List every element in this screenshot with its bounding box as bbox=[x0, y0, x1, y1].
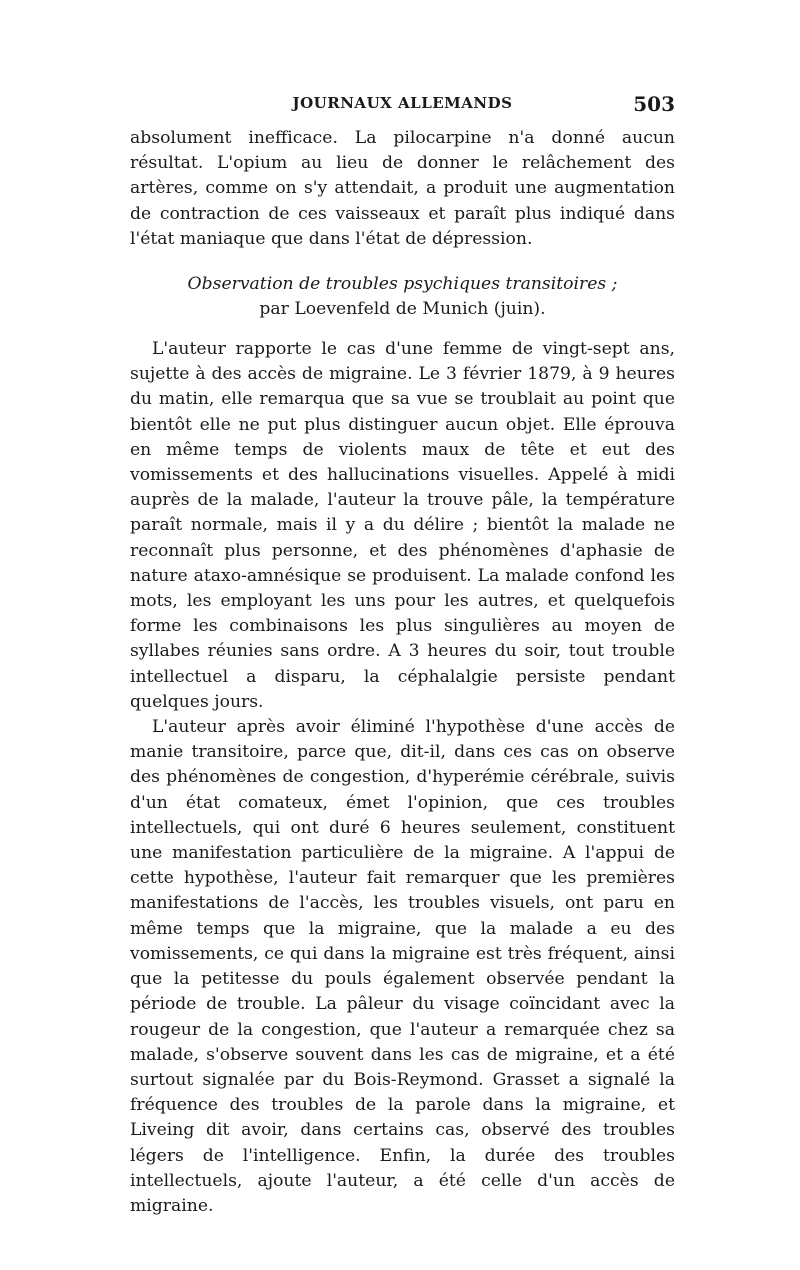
article-paragraph: L'auteur rapporte le cas d'une femme de vingt-sept ans, sujette à des accès de migraine. Le 3 février 1879, à 9 heures du matin, elle remarqua que sa vue se troublait au point que bientôt elle ne put plus distinguer aucun objet. Elle éprouva en même temps de violents maux de tête et eut des vomissements et des hallucinations visuelles. Appelé à midi auprès de la malade, l'auteur la trouve pâle, la température paraît normale, mais il y a du délire ; bientôt la malade ne reconnaît plus personne, et des phénomènes d'aphasie de nature ataxo-amnésique se produisent. La malade confond les mots, les employant les uns pour les autres, et quelquefois forme les combinaisons les plus singulières au moyen de syllabes réunies sans ordre. A 3 heures du soir, tout trouble intellectuel a disparu, la céphalalgie persiste pendant quelques jours. bbox=[130, 339, 675, 712]
page-number: 503 bbox=[633, 92, 675, 116]
continued-paragraph: absolument inefficace. La pilocarpine n'a donné aucun résultat. L'opium au lieu de donner le relâchement des artères, comme on s'y attendait, a produit une augmentation de contraction de ces vaisseaux et paraît plus indiqué dans l'état maniaque que dans l'état de dépression. bbox=[130, 128, 675, 249]
article-paragraph: L'auteur après avoir éliminé l'hypothèse d'une accès de manie transitoire, parce que, dit-il, dans ces cas on observe des phénomènes de congestion, d'hyperémie cérébrale, suivis d'un état comateux, émet l'opinion, que ces troubles intellectuels, qui ont duré 6 heures seulement, constituent une manifestation particulière de la migraine. A l'appui de cette hypothèse, l'auteur fait remarquer que les premières manifestations de l'accès, les troubles visuels, ont paru en même temps que la migraine, que la malade a eu des vomissements, ce qui dans la migraine est très fréquent, ainsi que la petitesse du pouls également observée pendant la période de trouble. La pâleur du visage coïncidant avec la rougeur de la congestion, que l'auteur a remarquée chez sa malade, s'observe souvent dans les cas de migraine, et a été surtout signalée par du Bois-Reymond. Grasset a signalé la fréquence des troubles de la parole dans la migraine, et Liveing dit avoir, dans certains cas, observé des troubles légers de l'intelligence. Enfin, la durée des troubles intellectuels, ajoute l'auteur, a été celle d'un accès de migraine. bbox=[130, 717, 675, 1216]
page-body bbox=[130, 126, 675, 1219]
running-head: JOURNAUX ALLEMANDS bbox=[292, 94, 513, 112]
heading-spacer bbox=[130, 322, 675, 337]
page-header bbox=[130, 94, 675, 122]
article-author: par Loevenfeld de Munich (juin). bbox=[259, 299, 546, 320]
article-heading bbox=[130, 272, 675, 322]
article-title: Observation de troubles psychiques transitoires ; bbox=[187, 274, 618, 295]
